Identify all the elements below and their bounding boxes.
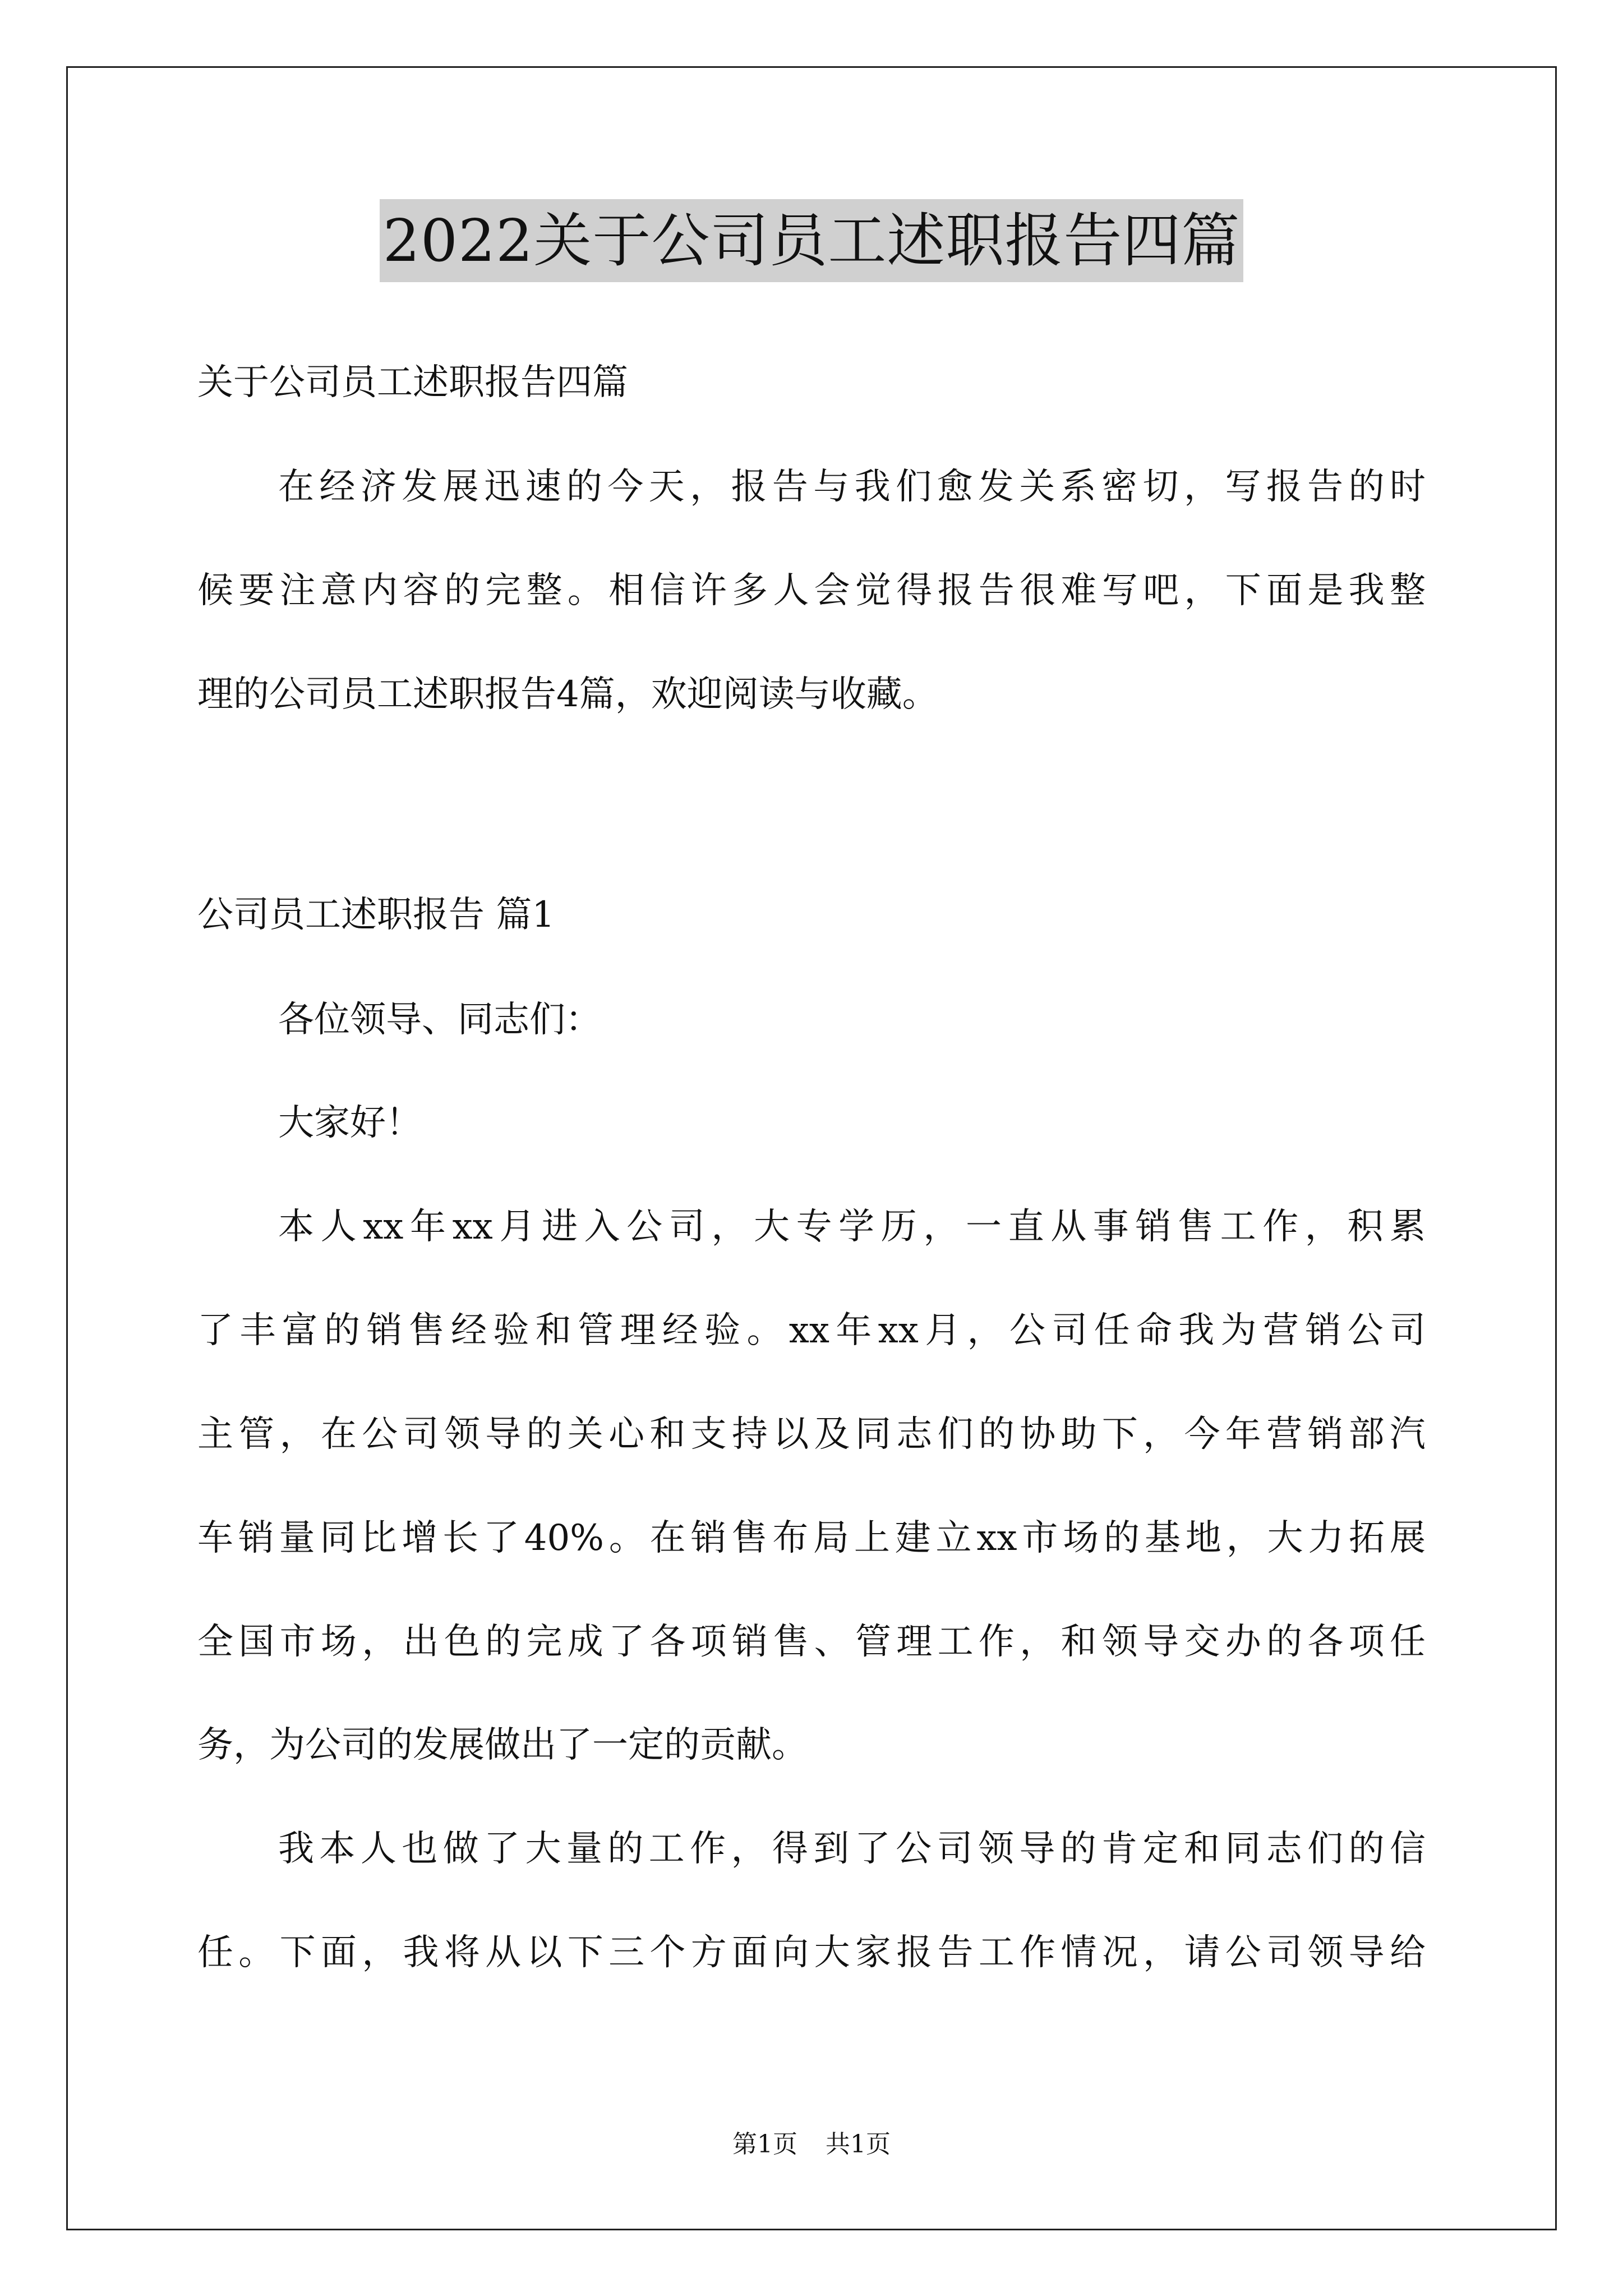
para1-line-1: 本人xx年xx月进入公司，大专学历，一直从事销售工作，积累 [278,1206,1426,1248]
greeting: 各位领导、同志们： [278,999,601,1041]
para1-line-4: 车销量同比增长了40%。在销售布局上建立xx市场的基地，大力拓展 [197,1517,1426,1559]
hello: 大家好！ [278,1102,422,1144]
document-title: 2022关于公司员工述职报告四篇 [380,199,1244,282]
title-container [0,199,1623,282]
para2-line-2: 任。下面，我将从以下三个方面向大家报告工作情况，请公司领导给 [197,1932,1426,1973]
para2-line-1: 我本人也做了大量的工作，得到了公司领导的肯定和同志们的信 [278,1828,1426,1870]
para1-line-2: 了丰富的销售经验和管理经验。xx年xx月，公司任命我为营销公司 [197,1310,1426,1351]
intro-line-3: 理的公司员工述职报告4篇，欢迎阅读与收藏。 [197,674,938,715]
document-subtitle: 关于公司员工述职报告四篇 [197,362,628,403]
para1-line-5: 全国市场，出色的完成了各项销售、管理工作，和领导交办的各项任 [197,1621,1426,1663]
page-number: 第1页 [732,2130,797,2159]
para1-line-6: 务，为公司的发展做出了一定的贡献。 [197,1724,808,1766]
page-total: 共1页 [826,2130,891,2159]
intro-line-1: 在经济发展迅速的今天，报告与我们愈发关系密切，写报告的时 [278,466,1426,508]
page-footer [0,2128,1623,2161]
section-heading: 公司员工述职报告 篇1 [197,894,555,936]
intro-line-2: 候要注意内容的完整。相信许多人会觉得报告很难写吧，下面是我整 [197,570,1426,611]
para1-line-3: 主管，在公司领导的关心和支持以及同志们的协助下，今年营销部汽 [197,1414,1426,1455]
